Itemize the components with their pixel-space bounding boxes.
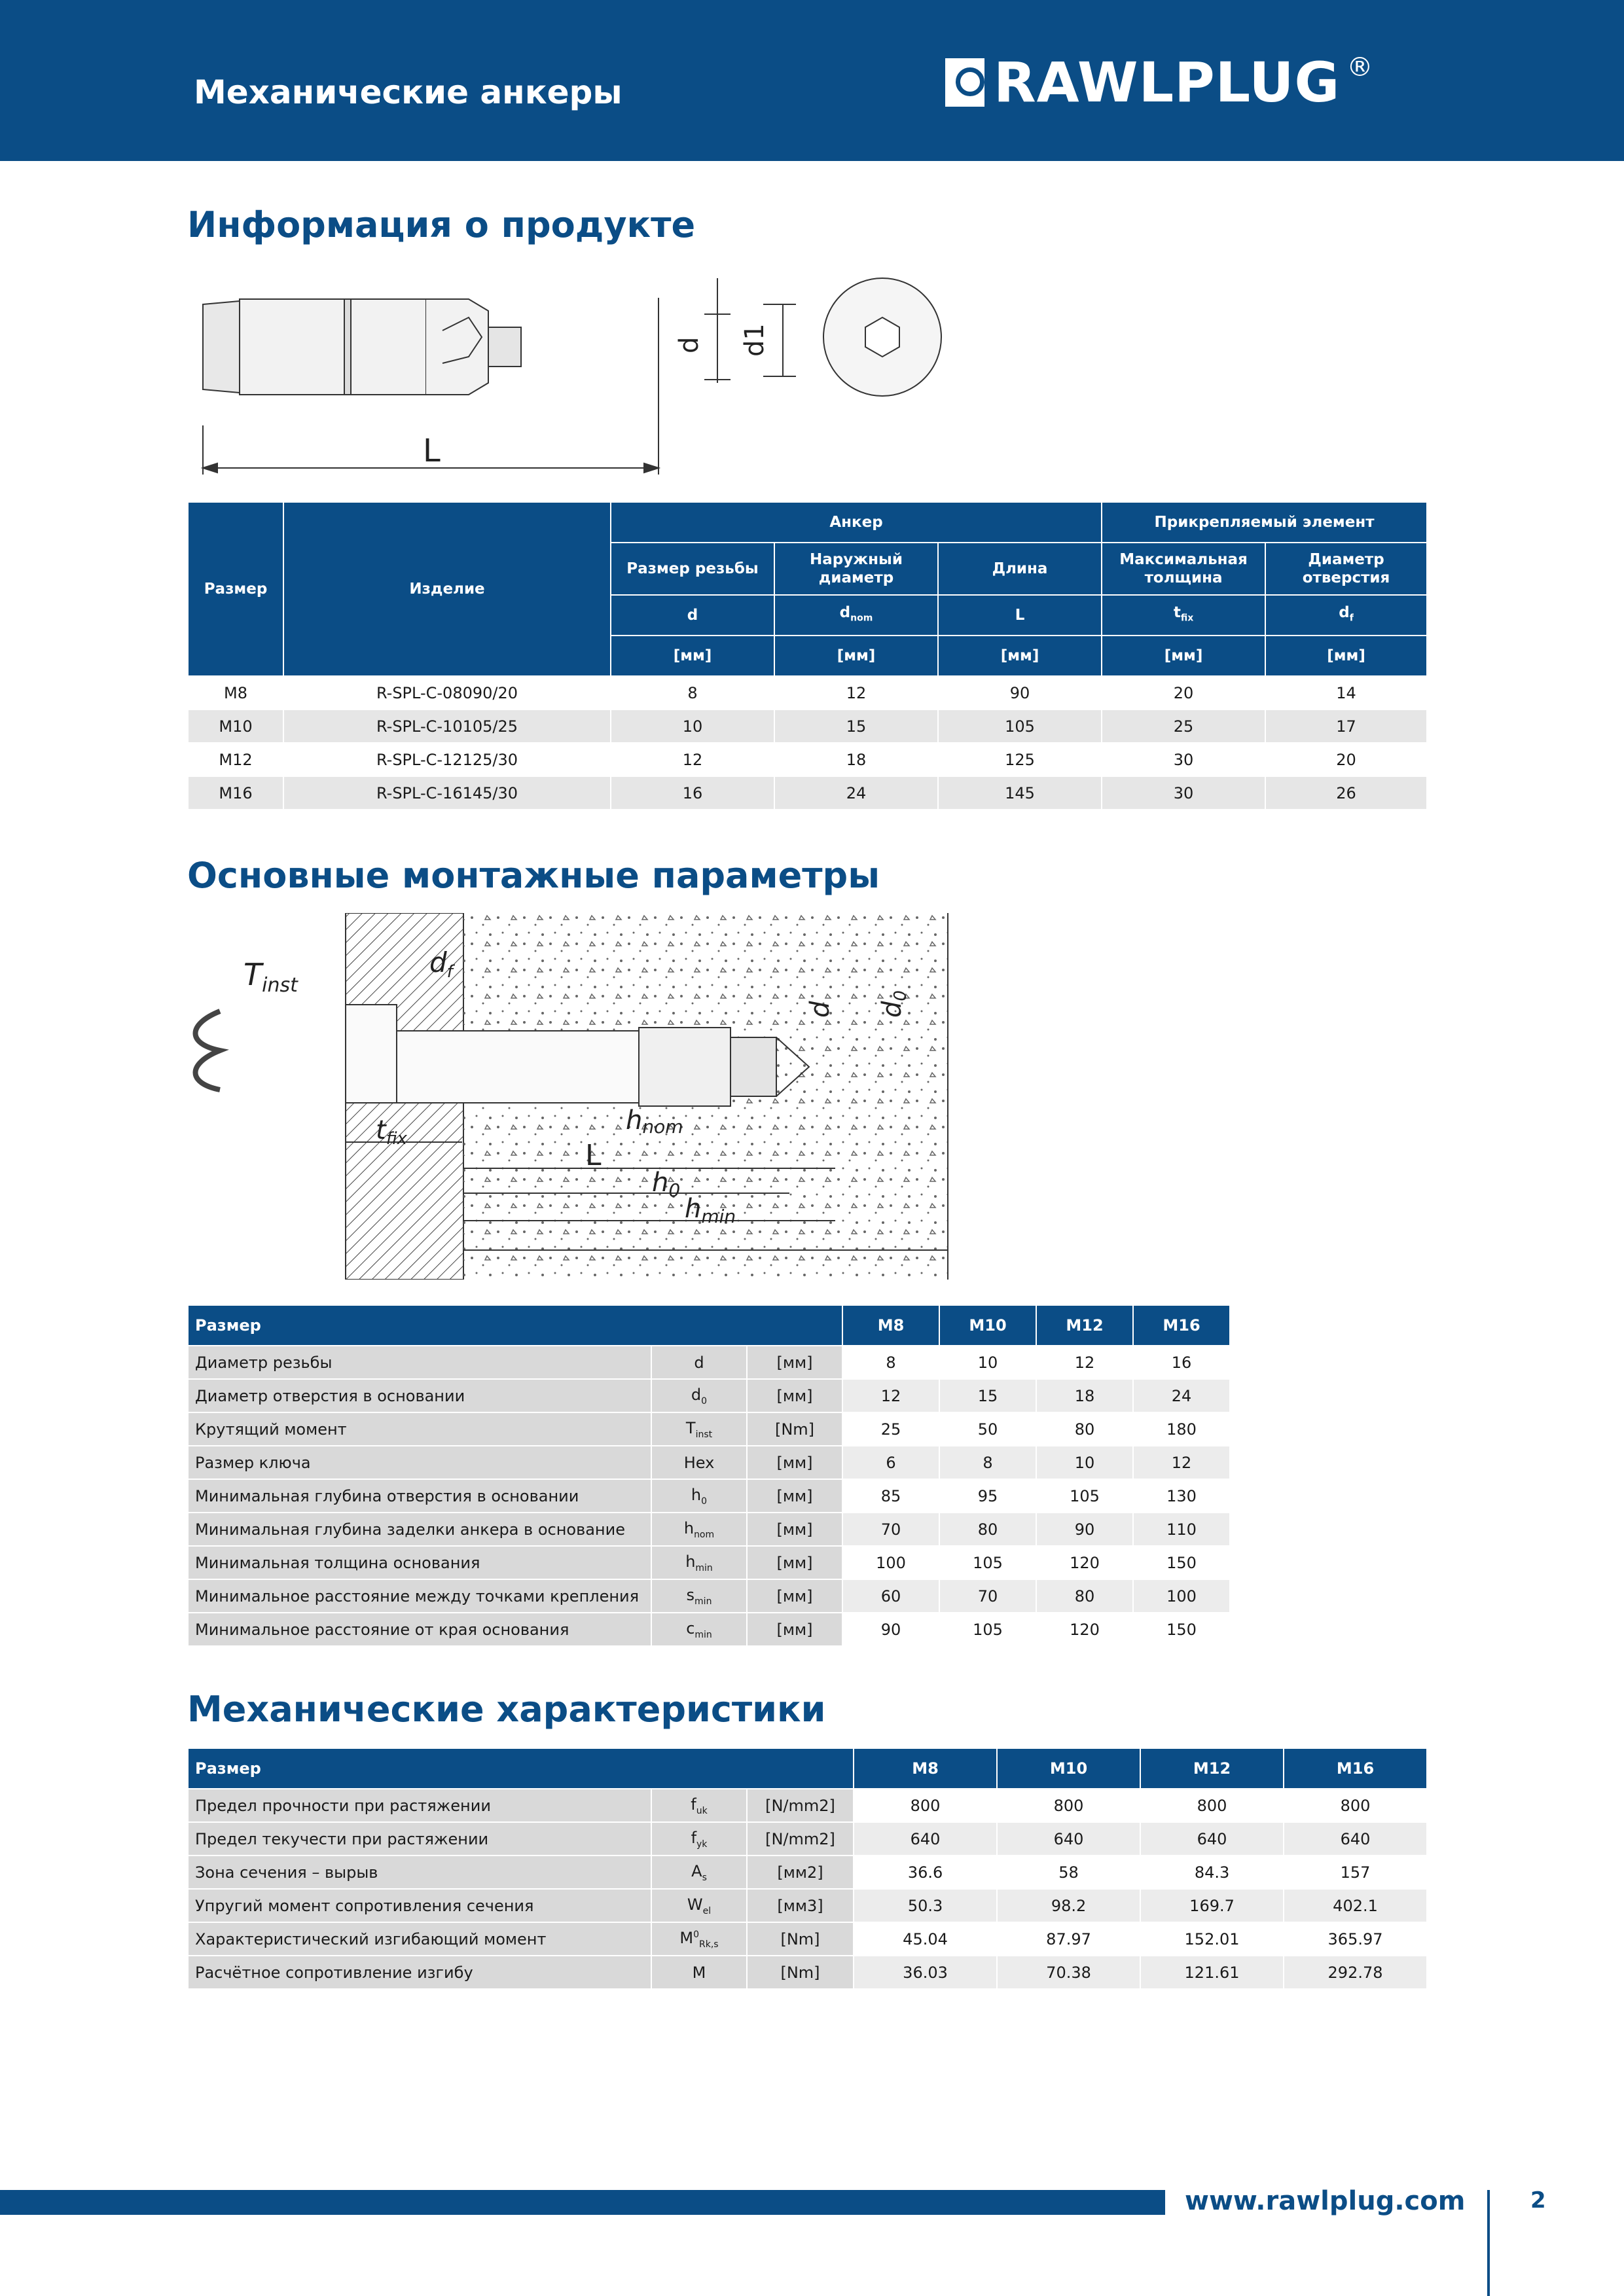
table-row [188, 1479, 1230, 1513]
param-symbol: $h_0$ [651, 1479, 747, 1513]
param-value: 24 [1133, 1379, 1230, 1412]
param-value: 80 [939, 1513, 1036, 1546]
param-value: 640 [997, 1822, 1140, 1856]
col-header-anchor: Анкер [611, 502, 1102, 543]
param-value: 70 [939, 1579, 1036, 1613]
sym-d: d [611, 595, 774, 636]
col-header-max-thickness: Максимальная толщина [1102, 543, 1265, 595]
anchor-product-drawing [194, 265, 979, 488]
sym-L: L [938, 595, 1102, 636]
table-row [188, 1513, 1230, 1546]
label-d: d [805, 1001, 835, 1018]
param-symbol: $h_{min}$ [651, 1546, 747, 1579]
label-L: L [585, 1139, 602, 1172]
footer-bar [0, 2190, 1165, 2215]
param-value: 36.6 [854, 1856, 997, 1889]
col-header-m12: M12 [1140, 1748, 1284, 1789]
param-name: Минимальное расстояние между точками крепления [188, 1579, 651, 1613]
param-unit: [N/mm2] [747, 1789, 854, 1822]
param-value: 70.38 [997, 1956, 1140, 1989]
cell-value: 105 [938, 709, 1102, 743]
table-row [188, 1956, 1427, 1989]
param-name: Минимальное расстояние от края основания [188, 1613, 651, 1646]
param-value: 130 [1133, 1479, 1230, 1513]
param-value: 365.97 [1284, 1922, 1427, 1956]
unit-cell: [мм] [938, 636, 1102, 676]
page-header [0, 0, 1624, 161]
param-value: 8 [842, 1346, 939, 1379]
table-row [188, 1613, 1230, 1646]
cell-value: 145 [938, 776, 1102, 810]
param-name: Зона сечения – вырыв [188, 1856, 651, 1889]
cell-value: 16 [611, 776, 774, 810]
param-name: Расчётное сопротивление изгибу [188, 1956, 651, 1989]
logo-mark-icon [945, 58, 984, 107]
param-unit: [мм2] [747, 1856, 854, 1889]
param-name: Размер ключа [188, 1446, 651, 1479]
param-value: 12 [842, 1379, 939, 1412]
col-header-m8: M8 [854, 1748, 997, 1789]
torque-arrow-icon [196, 1011, 221, 1090]
cell-value: 17 [1265, 709, 1427, 743]
param-unit: [мм] [747, 1446, 842, 1479]
cell-value: 125 [938, 743, 1102, 776]
param-name: Минимальная толщина основания [188, 1546, 651, 1579]
param-unit: [мм] [747, 1613, 842, 1646]
dim-label-L: L [423, 433, 441, 469]
param-value: 45.04 [854, 1922, 997, 1956]
footer-website-link[interactable]: www.rawlplug.com [1185, 2186, 1466, 2216]
table-row [188, 1579, 1230, 1613]
param-value: 10 [939, 1346, 1036, 1379]
param-unit: [мм] [747, 1546, 842, 1579]
param-value: 800 [997, 1789, 1140, 1822]
param-symbol: $f_{yk}$ [651, 1822, 747, 1856]
param-value: 36.03 [854, 1956, 997, 1989]
cell-value: 10 [611, 709, 774, 743]
param-value: 15 [939, 1379, 1036, 1412]
param-value: 105 [1036, 1479, 1133, 1513]
cell-item: R-SPL-C-08090/20 [283, 676, 611, 709]
param-value: 18 [1036, 1379, 1133, 1412]
param-value: 402.1 [1284, 1889, 1427, 1922]
sym-df: $d_f$ [1265, 595, 1427, 636]
cell-value: 26 [1265, 776, 1427, 810]
param-value: 70 [842, 1513, 939, 1546]
dim-label-d1: d1 [740, 323, 770, 357]
cell-size: M10 [188, 709, 283, 743]
col-header-length: Длина [938, 543, 1102, 595]
param-symbol: $h_{nom}$ [651, 1513, 747, 1546]
cell-value: 20 [1265, 743, 1427, 776]
param-value: 95 [939, 1479, 1036, 1513]
table-row [188, 743, 1427, 776]
unit-cell: [мм] [611, 636, 774, 676]
page-number: 2 [1530, 2187, 1546, 2214]
section-title-mechanical: Механические характеристики [187, 1689, 826, 1730]
cell-value: 90 [938, 676, 1102, 709]
rawlplug-logo [945, 50, 1373, 115]
table-row [188, 709, 1427, 743]
param-symbol: Hex [651, 1446, 747, 1479]
param-unit: [мм] [747, 1346, 842, 1379]
label-d0: $d_0$ [877, 990, 911, 1018]
param-value: 25 [842, 1412, 939, 1446]
col-header-m8: M8 [842, 1305, 939, 1346]
param-value: 12 [1036, 1346, 1133, 1379]
param-name: Упругий момент сопротивления сечения [188, 1889, 651, 1922]
param-value: 6 [842, 1446, 939, 1479]
table-row [188, 1856, 1427, 1889]
param-value: 640 [854, 1822, 997, 1856]
col-header-size: Размер [188, 1305, 842, 1346]
param-value: 100 [842, 1546, 939, 1579]
param-value: 292.78 [1284, 1956, 1427, 1989]
col-header-fixture: Прикрепляемый элемент [1102, 502, 1427, 543]
cell-item: R-SPL-C-10105/25 [283, 709, 611, 743]
param-value: 110 [1133, 1513, 1230, 1546]
table-row [188, 1379, 1230, 1412]
label-df: df [429, 946, 453, 982]
param-value: 87.97 [997, 1922, 1140, 1956]
param-value: 12 [1133, 1446, 1230, 1479]
cell-value: 8 [611, 676, 774, 709]
param-symbol: $d_0$ [651, 1379, 747, 1412]
param-symbol: $A_s$ [651, 1856, 747, 1889]
label-h0: $h_0$ [652, 1168, 681, 1201]
table-row [188, 1546, 1230, 1579]
param-unit: [Nm] [747, 1412, 842, 1446]
table-row [188, 1446, 1230, 1479]
logo-text: RAWLPLUG [994, 50, 1341, 115]
param-symbol: $c_{min}$ [651, 1613, 747, 1646]
param-name: Диаметр резьбы [188, 1346, 651, 1379]
param-symbol: $f_{uk}$ [651, 1789, 747, 1822]
param-value: 180 [1133, 1412, 1230, 1446]
param-name: Минимальная глубина отверстия в основании [188, 1479, 651, 1513]
param-unit: [Nm] [747, 1922, 854, 1956]
unit-cell: [мм] [1265, 636, 1427, 676]
cell-item: R-SPL-C-12125/30 [283, 743, 611, 776]
param-value: 640 [1284, 1822, 1427, 1856]
param-value: 58 [997, 1856, 1140, 1889]
param-unit: [мм] [747, 1479, 842, 1513]
sym-dnom: $d_{nom}$ [774, 595, 938, 636]
param-symbol: $s_{min}$ [651, 1579, 747, 1613]
cell-value: 24 [774, 776, 938, 810]
section-title-product-info: Информация о продукте [187, 204, 696, 245]
footer-divider [1487, 2190, 1490, 2296]
param-value: 50.3 [854, 1889, 997, 1922]
table-row [188, 1889, 1427, 1922]
col-header-thread: Размер резьбы [611, 543, 774, 595]
param-name: Крутящий момент [188, 1412, 651, 1446]
param-value: 90 [842, 1613, 939, 1646]
cell-item: R-SPL-C-16145/30 [283, 776, 611, 810]
sym-tfix: $t_{fix}$ [1102, 595, 1265, 636]
param-value: 105 [939, 1546, 1036, 1579]
param-unit: [Nm] [747, 1956, 854, 1989]
param-symbol: $T_{inst}$ [651, 1412, 747, 1446]
param-unit: [мм3] [747, 1889, 854, 1922]
table-row [188, 676, 1427, 709]
param-value: 120 [1036, 1613, 1133, 1646]
param-symbol: $M^0_{Rk,s}$ [651, 1922, 747, 1956]
param-value: 80 [1036, 1412, 1133, 1446]
label-hmin: $h_{min}$ [685, 1194, 736, 1227]
param-value: 120 [1036, 1546, 1133, 1579]
unit-cell: [мм] [774, 636, 938, 676]
cell-value: 20 [1102, 676, 1265, 709]
param-value: 800 [854, 1789, 997, 1822]
param-unit: [мм] [747, 1379, 842, 1412]
col-header-outer-diameter: Наружный диаметр [774, 543, 938, 595]
col-header-item: Изделие [283, 502, 611, 676]
cell-value: 12 [611, 743, 774, 776]
col-header-m16: M16 [1133, 1305, 1230, 1346]
param-value: 157 [1284, 1856, 1427, 1889]
cell-size: M16 [188, 776, 283, 810]
dim-label-d: d [674, 336, 704, 353]
param-name: Минимальная глубина заделки анкера в основание [188, 1513, 651, 1546]
param-value: 121.61 [1140, 1956, 1284, 1989]
label-hnom: hnom [626, 1105, 683, 1138]
table-row [188, 1346, 1230, 1379]
cell-size: M12 [188, 743, 283, 776]
installation-drawing [181, 913, 966, 1280]
col-header-hole-diameter: Диаметр отверстия [1265, 543, 1427, 595]
param-name: Диаметр отверстия в основании [188, 1379, 651, 1412]
logo-registered-mark: ® [1346, 52, 1373, 82]
mechanical-properties-table [187, 1748, 1428, 1990]
param-value: 50 [939, 1412, 1036, 1446]
table-row [188, 1412, 1230, 1446]
param-unit: [N/mm2] [747, 1822, 854, 1856]
cell-value: 12 [774, 676, 938, 709]
param-value: 105 [939, 1613, 1036, 1646]
label-tfix: $t_{fix}$ [376, 1115, 407, 1149]
table-row [188, 776, 1427, 810]
param-value: 169.7 [1140, 1889, 1284, 1922]
param-symbol: $W_{el}$ [651, 1889, 747, 1922]
param-value: 16 [1133, 1346, 1230, 1379]
param-value: 10 [1036, 1446, 1133, 1479]
param-value: 150 [1133, 1546, 1230, 1579]
param-value: 84.3 [1140, 1856, 1284, 1889]
cell-value: 14 [1265, 676, 1427, 709]
col-header-size: Размер [188, 502, 283, 676]
col-header-m10: M10 [939, 1305, 1036, 1346]
param-value: 8 [939, 1446, 1036, 1479]
param-value: 90 [1036, 1513, 1133, 1546]
header-title: Механические анкеры [194, 73, 623, 111]
col-header-m12: M12 [1036, 1305, 1133, 1346]
cell-value: 30 [1102, 743, 1265, 776]
param-value: 80 [1036, 1579, 1133, 1613]
param-value: 640 [1140, 1822, 1284, 1856]
cell-value: 15 [774, 709, 938, 743]
param-unit: [мм] [747, 1579, 842, 1613]
param-value: 150 [1133, 1613, 1230, 1646]
label-tinst: $T_{inst}$ [244, 957, 298, 997]
col-header-m16: M16 [1284, 1748, 1427, 1789]
param-value: 100 [1133, 1579, 1230, 1613]
table-row [188, 1922, 1427, 1956]
param-name: Предел текучести при растяжении [188, 1822, 651, 1856]
cell-value: 30 [1102, 776, 1265, 810]
table-row [188, 1789, 1427, 1822]
param-name: Характеристический изгибающий момент [188, 1922, 651, 1956]
installation-params-table [187, 1304, 1231, 1647]
param-symbol: M [651, 1956, 747, 1989]
param-name: Предел прочности при растяжении [188, 1789, 651, 1822]
param-value: 85 [842, 1479, 939, 1513]
table-row [188, 1822, 1427, 1856]
cell-value: 25 [1102, 709, 1265, 743]
param-symbol: d [651, 1346, 747, 1379]
col-header-size: Размер [188, 1748, 854, 1789]
param-value: 60 [842, 1579, 939, 1613]
param-value: 800 [1284, 1789, 1427, 1822]
param-value: 152.01 [1140, 1922, 1284, 1956]
param-value: 98.2 [997, 1889, 1140, 1922]
param-value: 800 [1140, 1789, 1284, 1822]
section-title-installation: Основные монтажные параметры [187, 855, 880, 896]
unit-cell: [мм] [1102, 636, 1265, 676]
col-header-m10: M10 [997, 1748, 1140, 1789]
cell-value: 18 [774, 743, 938, 776]
cell-size: M8 [188, 676, 283, 709]
param-unit: [мм] [747, 1513, 842, 1546]
product-info-table [187, 501, 1428, 810]
